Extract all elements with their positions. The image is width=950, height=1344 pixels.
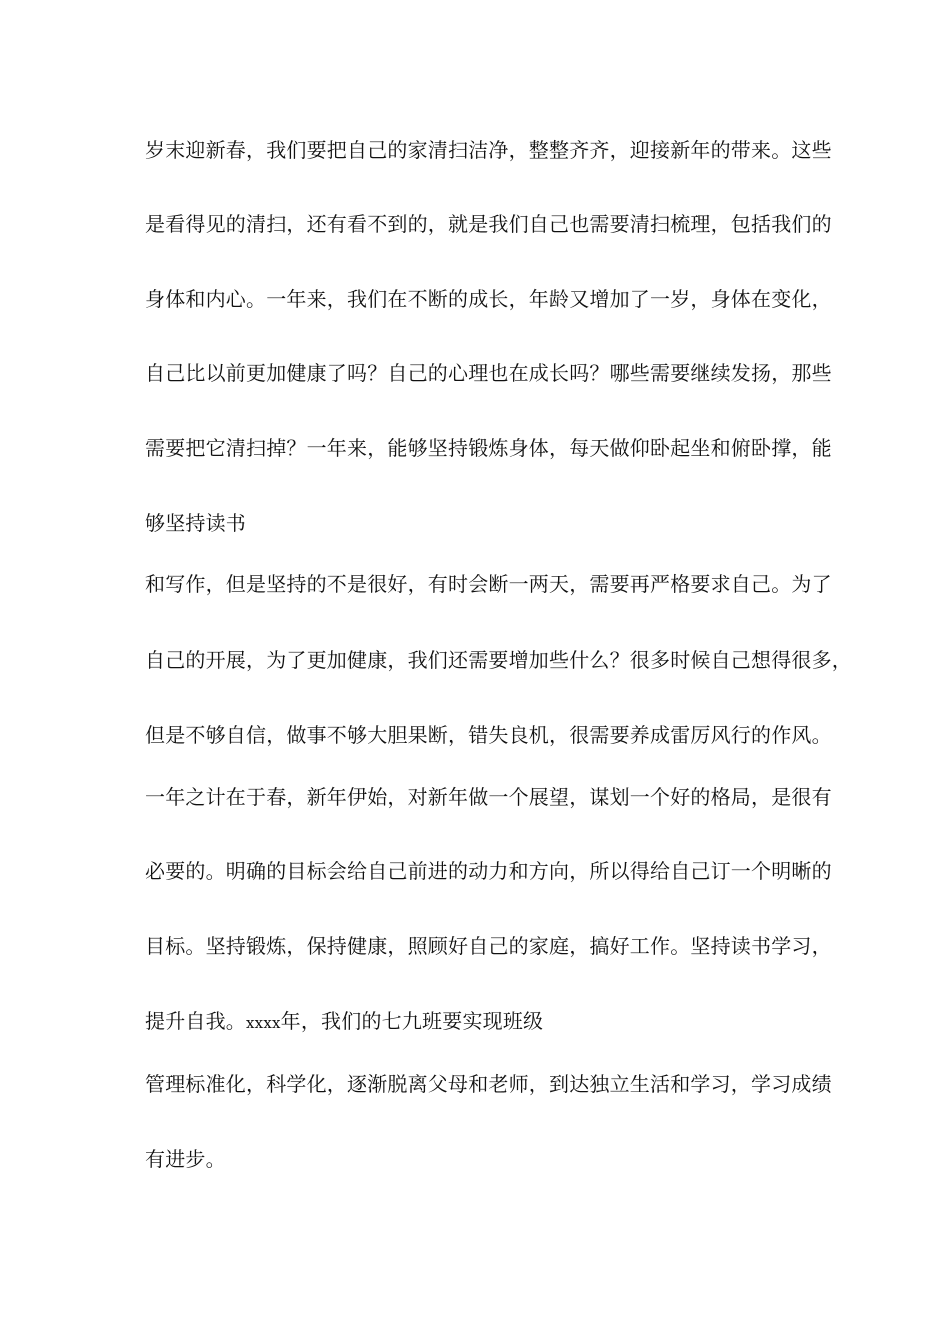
paragraph-line: 和写作，但是坚持的不是很好，有时会断一两天，需要再严格要求自己。为了	[145, 572, 832, 596]
year-placeholder: xxxx	[246, 1014, 281, 1032]
line-segment: 提升自我。	[145, 1009, 246, 1033]
paragraph-line: 够坚持读书	[145, 511, 246, 535]
paragraph-line: 自己的开展，为了更加健康，我们还需要增加些什么？很多时候自己想得很多，	[145, 648, 852, 672]
paragraph-line: 目标。坚持锻炼，保持健康，照顾好自己的家庭，搞好工作。坚持读书学习，	[145, 934, 832, 958]
paragraph-line: 岁末迎新春，我们要把自己的家清扫洁净，整整齐齐，迎接新年的带来。这些	[145, 138, 832, 162]
paragraph-line: 有进步。	[145, 1147, 226, 1171]
paragraph-line: 是看得见的清扫，还有看不到的，就是我们自己也需要清扫梳理，包括我们的	[145, 212, 832, 236]
paragraph-line: 一年之计在于春，新年伊始，对新年做一个展望，谋划一个好的格局，是很有	[145, 785, 832, 809]
paragraph-line: 需要把它清扫掉？一年来，能够坚持锻炼身体，每天做仰卧起坐和俯卧撑，能	[145, 436, 832, 460]
paragraph-line: 必要的。明确的目标会给自己前进的动力和方向，所以得给自己订一个明晰的	[145, 859, 832, 883]
paragraph-line: 但是不够自信，做事不够大胆果断，错失良机，很需要养成雷厉风行的作风。	[145, 723, 832, 747]
paragraph-line: 身体和内心。一年来，我们在不断的成长，年龄又增加了一岁，身体在变化，	[145, 287, 832, 311]
paragraph-line	[145, 1008, 543, 1036]
paragraph-line: 自己比以前更加健康了吗？自己的心理也在成长吗？哪些需要继续发扬，那些	[145, 361, 832, 385]
paragraph-line: 管理标准化，科学化，逐渐脱离父母和老师，到达独立生活和学习，学习成绩	[145, 1072, 832, 1096]
line-segment: 年，我们的七九班要实现班级	[280, 1009, 544, 1033]
